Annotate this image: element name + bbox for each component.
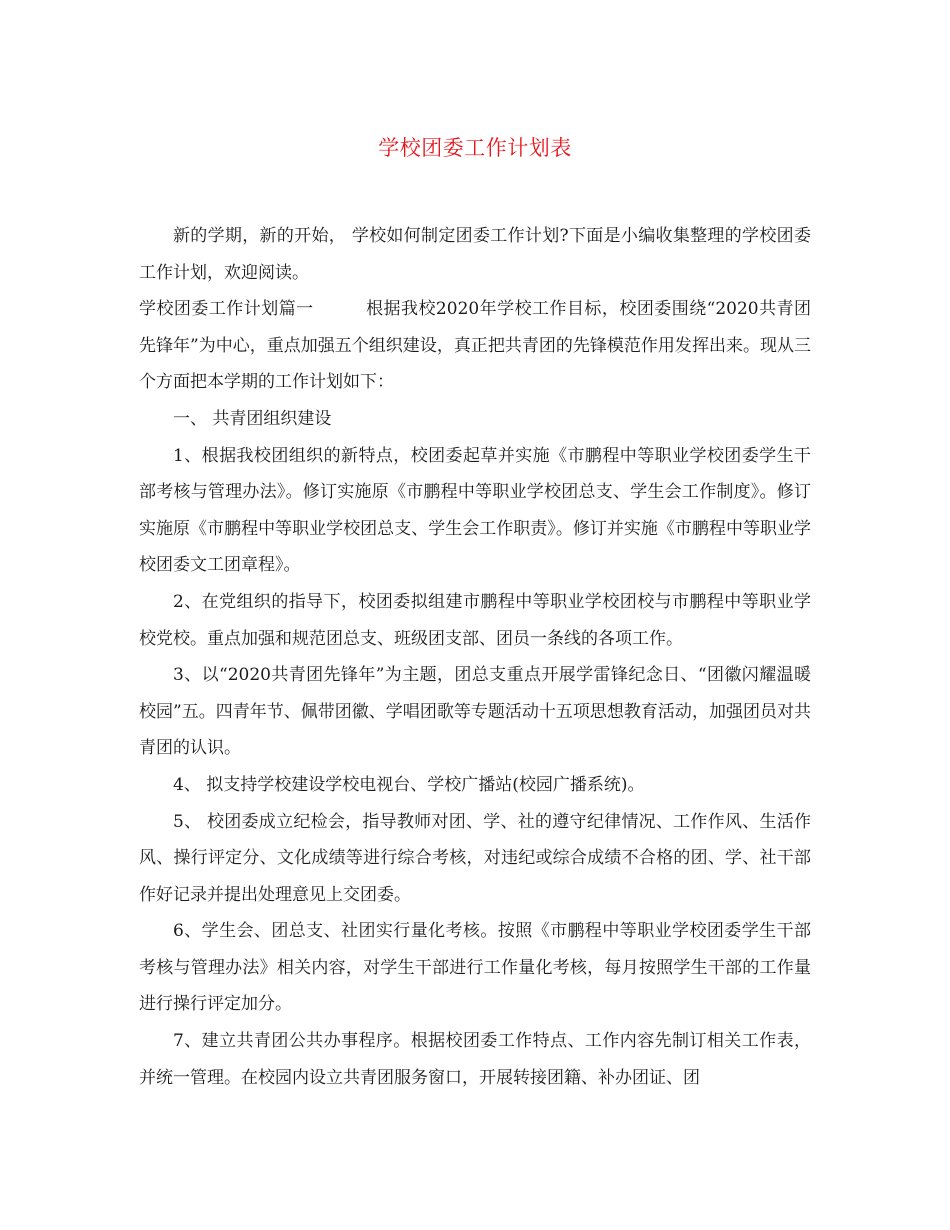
section-label: 学校团委工作计划篇一 (139, 299, 314, 320)
document-body (139, 218, 811, 1096)
overview-text: 根据我校2020年学校工作目标，校团委围绕“2020共青团先锋年”为中心，重点加强五个组织建设，真正把共青团的先锋模范作用发挥出来。现从三个方面把本学期的工作计划如下： (139, 299, 812, 393)
intro-paragraph: 新的学期，新的开始， 学校如何制定团委工作计划?下面是小编收集整理的学校团委工作计划，欢迎阅读。 (139, 226, 811, 283)
list-item: 5、 校团委成立纪检会，指导教师对团、学、社的遵守纪律情况、工作作风、生活作风、操行评定分、文化成绩等进行综合考核，对违纪或综合成绩不合格的团、学、社干部作好记录并提出处理意见上交团委。 (139, 811, 811, 905)
section-paragraph (139, 291, 811, 401)
list-item: 3、以“2020共青团先锋年”为主题，团总支重点开展学雷锋纪念日、“团徽闪耀温暖校园”五。四青年节、佩带团徽、学唱团歌等专题活动十五项思想教育活动，加强团员对共青团的认识。 (139, 665, 811, 759)
list-item: 4、 拟支持学校建设学校电视台、学校广播站(校园广播系统)。 (173, 774, 645, 795)
list-item: 2、在党组织的指导下，校团委拟组建市鹏程中等职业学校团校与市鹏程中等职业学校党校。重点加强和规范团总支、班级团支部、团员一条线的各项工作。 (139, 591, 811, 649)
section-heading: 一、 共青团组织建设 (173, 408, 332, 429)
page-title: 学校团委工作计划表 (378, 136, 572, 160)
list-item: 6、学生会、团总支、社团实行量化考核。按照《市鹏程中等职业学校团委学生干部考核与管理办法》相关内容，对学生干部进行工作量化考核，每月按照学生干部的工作量进行操行评定加分。 (139, 921, 811, 1015)
list-item: 1、根据我校团组织的新特点，校团委起草并实施《市鹏程中等职业学校团委学生干部考核与管理办法》。修订实施原《市鹏程中等职业学校团总支、学生会工作制度》。修订实施原《市鹏程中等职业学校团总支、学生会工作职责》。修订并实施《市鹏程中等职业学校团委文工团章程》。 (139, 445, 811, 576)
list-item: 7、建立共青团公共办事程序。根据校团委工作特点、工作内容先制订相关工作表，并统一管理。在校园内设立共青团服务窗口，开展转接团籍、补办团证、团 (139, 1031, 811, 1088)
